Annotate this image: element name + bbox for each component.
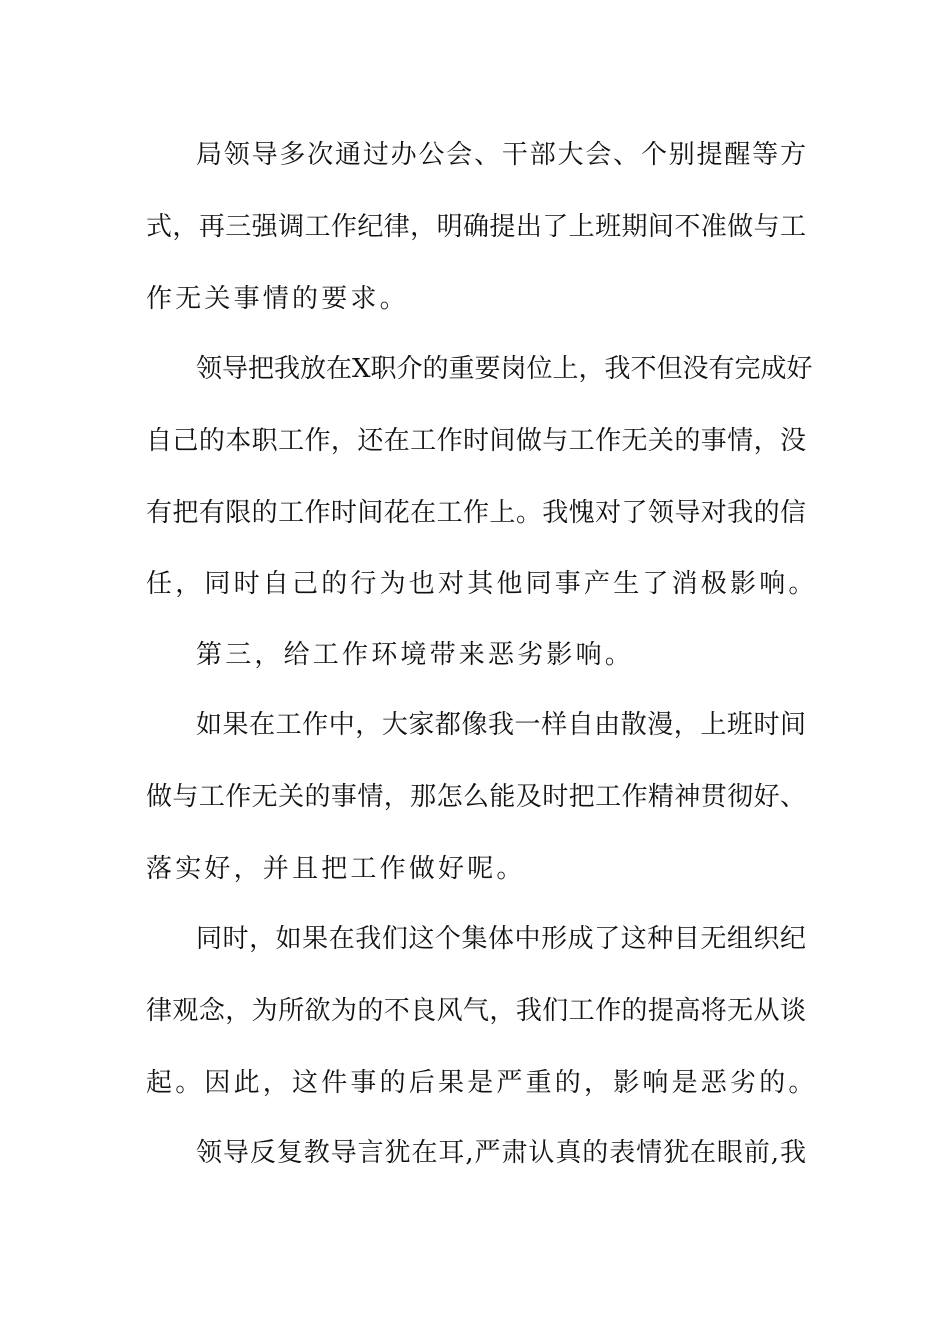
paragraph-1-line-2: 式，再三强调工作纪律，明确提出了上班期间不准做与工 <box>146 212 806 242</box>
paragraph-3-line-1: 如果在工作中，大家都像我一样自由散漫，上班时间 <box>196 710 806 740</box>
paragraph-2-line-4: 任，同时自己的行为也对其他同事产生了消极影响。 <box>146 569 818 599</box>
paragraph-4-line-1: 同时，如果在我们这个集体中形成了这种目无组织纪 <box>196 924 806 954</box>
paragraph-3-line-3: 落实好，并且把工作做好呢。 <box>146 854 526 884</box>
paragraph-4-line-2: 律观念，为所欲为的不良风气，我们工作的提高将无从谈 <box>146 996 806 1026</box>
paragraph-2-line-1: 领导把我放在X职介的重要岗位上，我不但没有完成好 <box>196 354 813 384</box>
paragraph-2-line-2: 自己的本职工作，还在工作时间做与工作无关的事情，没 <box>146 426 806 456</box>
paragraph-1-line-1: 局领导多次通过办公会、干部大会、个别提醒等方 <box>196 140 806 170</box>
section-heading: 第三，给工作环境带来恶劣影响。 <box>196 640 635 670</box>
paragraph-5-line-1: 领导反复教导言犹在耳,严肃认真的表情犹在眼前,我 <box>196 1138 806 1168</box>
paragraph-3-line-2: 做与工作无关的事情，那怎么能及时把工作精神贯彻好、 <box>146 782 806 812</box>
paragraph-4-line-3: 起。因此，这件事的后果是严重的，影响是恶劣的。 <box>146 1068 818 1098</box>
paragraph-2-line-3: 有把有限的工作时间花在工作上。我愧对了领导对我的信 <box>146 498 806 528</box>
paragraph-1-line-3: 作无关事情的要求。 <box>146 284 409 314</box>
